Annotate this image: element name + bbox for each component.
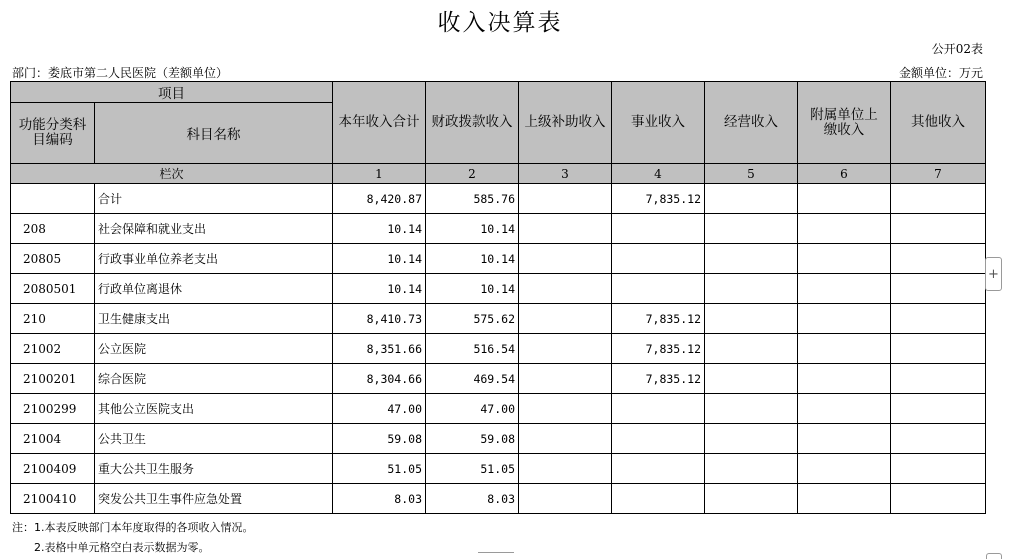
cell-total: 8,420.87: [333, 184, 426, 214]
cell-operating: [705, 484, 798, 514]
cell-other: [891, 304, 986, 334]
cell-superior: [519, 184, 612, 214]
cell-operating: [705, 424, 798, 454]
header-business: 事业收入: [612, 82, 705, 164]
table-row: [11, 394, 986, 424]
cell-business: 7,835.12: [612, 334, 705, 364]
cell-total: 8,304.66: [333, 364, 426, 394]
cell-business: [612, 454, 705, 484]
cell-code: 2100299: [11, 394, 95, 424]
cell-subject-name: 综合医院: [95, 364, 333, 394]
cell-code: 208: [11, 214, 95, 244]
cell-affiliated: [798, 214, 891, 244]
cell-business: 7,835.12: [612, 184, 705, 214]
cell-superior: [519, 244, 612, 274]
cell-fiscal: 575.62: [426, 304, 519, 334]
cell-other: [891, 274, 986, 304]
cell-superior: [519, 334, 612, 364]
table-row: [11, 184, 986, 214]
department-label: 部门：娄底市第二人民医院（差额单位）: [12, 66, 229, 80]
header-row-label: 栏次: [11, 164, 333, 184]
cell-code: 210: [11, 304, 95, 334]
cell-other: [891, 334, 986, 364]
cell-affiliated: [798, 304, 891, 334]
cell-code: 21002: [11, 334, 95, 364]
header-superior: 上级补助收入: [519, 82, 612, 164]
cell-other: [891, 454, 986, 484]
cell-superior: [519, 484, 612, 514]
cell-affiliated: [798, 394, 891, 424]
cell-affiliated: [798, 244, 891, 274]
cell-operating: [705, 184, 798, 214]
col-number: 4: [612, 164, 705, 184]
cell-subject-name: 其他公立医院支出: [95, 394, 333, 424]
table-row: [11, 484, 986, 514]
header-fiscal: 财政拨款收入: [426, 82, 519, 164]
cell-subject-name: 卫生健康支出: [95, 304, 333, 334]
cell-total: 8,351.66: [333, 334, 426, 364]
cell-fiscal: 8.03: [426, 484, 519, 514]
cell-fiscal: 51.05: [426, 454, 519, 484]
cell-affiliated: [798, 184, 891, 214]
cell-fiscal: 59.08: [426, 424, 519, 454]
header-subject-name: 科目名称: [95, 103, 333, 164]
form-code: 公开02表: [931, 42, 983, 56]
cell-fiscal: 10.14: [426, 214, 519, 244]
cell-other: [891, 394, 986, 424]
cell-code: 20805: [11, 244, 95, 274]
header-operating: 经营收入: [705, 82, 798, 164]
cell-subject-name: 突发公共卫生事件应急处置: [95, 484, 333, 514]
cell-subject-name: 公共卫生: [95, 424, 333, 454]
table-row: [11, 424, 986, 454]
cell-operating: [705, 244, 798, 274]
cell-subject-name: 重大公共卫生服务: [95, 454, 333, 484]
cell-total: 59.08: [333, 424, 426, 454]
income-table: [10, 81, 986, 514]
col-number: 6: [798, 164, 891, 184]
cell-superior: [519, 304, 612, 334]
cell-operating: [705, 454, 798, 484]
cell-other: [891, 244, 986, 274]
header-item: 项目: [11, 82, 333, 103]
cell-business: 7,835.12: [612, 364, 705, 394]
cell-business: [612, 244, 705, 274]
cell-total: 51.05: [333, 454, 426, 484]
cell-subject-name: 社会保障和就业支出: [95, 214, 333, 244]
cell-affiliated: [798, 484, 891, 514]
cell-code: 2100201: [11, 364, 95, 394]
cell-fiscal: 516.54: [426, 334, 519, 364]
table-row: [11, 454, 986, 484]
cell-business: [612, 484, 705, 514]
table-row: [11, 274, 986, 304]
col-number: 2: [426, 164, 519, 184]
cell-other: [891, 484, 986, 514]
col-number: 7: [891, 164, 986, 184]
cell-fiscal: 10.14: [426, 244, 519, 274]
cell-total: 10.14: [333, 244, 426, 274]
cell-code: 2080501: [11, 274, 95, 304]
cell-total: 10.14: [333, 214, 426, 244]
cell-business: [612, 394, 705, 424]
table-row: [11, 334, 986, 364]
table-row: [11, 304, 986, 334]
cell-total: 8,410.73: [333, 304, 426, 334]
table-row: [11, 244, 986, 274]
col-number: 3: [519, 164, 612, 184]
cell-business: [612, 274, 705, 304]
scroll-corner: [986, 553, 1002, 559]
notes: [12, 518, 254, 558]
cell-superior: [519, 424, 612, 454]
table-row: [11, 214, 986, 244]
cell-superior: [519, 394, 612, 424]
cell-fiscal: 469.54: [426, 364, 519, 394]
col-number: 1: [333, 164, 426, 184]
cell-fiscal: 47.00: [426, 394, 519, 424]
cell-total: 10.14: [333, 274, 426, 304]
cell-superior: [519, 274, 612, 304]
cell-affiliated: [798, 424, 891, 454]
cell-code: 21004: [11, 424, 95, 454]
cell-subject-name: 行政单位离退休: [95, 274, 333, 304]
cell-operating: [705, 304, 798, 334]
cell-business: 7,835.12: [612, 304, 705, 334]
cell-operating: [705, 394, 798, 424]
cell-subject-name: 公立医院: [95, 334, 333, 364]
cell-fiscal: 585.76: [426, 184, 519, 214]
header-func-code: 功能分类科目编码: [11, 103, 95, 164]
note-2: 2.表格中单元格空白表示数据为零。: [34, 541, 210, 554]
note-1: 注：1.本表反映部门本年度取得的各项收入情况。: [12, 521, 254, 534]
cell-other: [891, 184, 986, 214]
col-number: 5: [705, 164, 798, 184]
cell-business: [612, 424, 705, 454]
cell-operating: [705, 334, 798, 364]
cell-code: [11, 184, 95, 214]
cell-total: 47.00: [333, 394, 426, 424]
cell-superior: [519, 454, 612, 484]
cell-other: [891, 424, 986, 454]
cell-operating: [705, 364, 798, 394]
cell-other: [891, 214, 986, 244]
header-affiliated: 附属单位上缴收入: [798, 82, 891, 164]
cell-fiscal: 10.14: [426, 274, 519, 304]
cell-other: [891, 364, 986, 394]
cell-affiliated: [798, 334, 891, 364]
cell-code: 2100410: [11, 484, 95, 514]
cell-affiliated: [798, 364, 891, 394]
table-row: [11, 364, 986, 394]
cell-code: 2100409: [11, 454, 95, 484]
cell-subject-name: 行政事业单位养老支出: [95, 244, 333, 274]
cell-affiliated: [798, 454, 891, 484]
cell-superior: [519, 214, 612, 244]
report-title: 收入决算表: [437, 10, 563, 36]
amount-unit-label: 金额单位：万元: [898, 66, 983, 80]
header-total: 本年收入合计: [333, 82, 426, 164]
cell-total: 8.03: [333, 484, 426, 514]
cell-affiliated: [798, 274, 891, 304]
expand-button[interactable]: +: [985, 257, 1002, 291]
cell-business: [612, 214, 705, 244]
table-body: [11, 184, 986, 514]
cell-operating: [705, 274, 798, 304]
cell-superior: [519, 364, 612, 394]
cell-operating: [705, 214, 798, 244]
cell-subject-name: 合计: [95, 184, 333, 214]
header-other: 其他收入: [891, 82, 986, 164]
